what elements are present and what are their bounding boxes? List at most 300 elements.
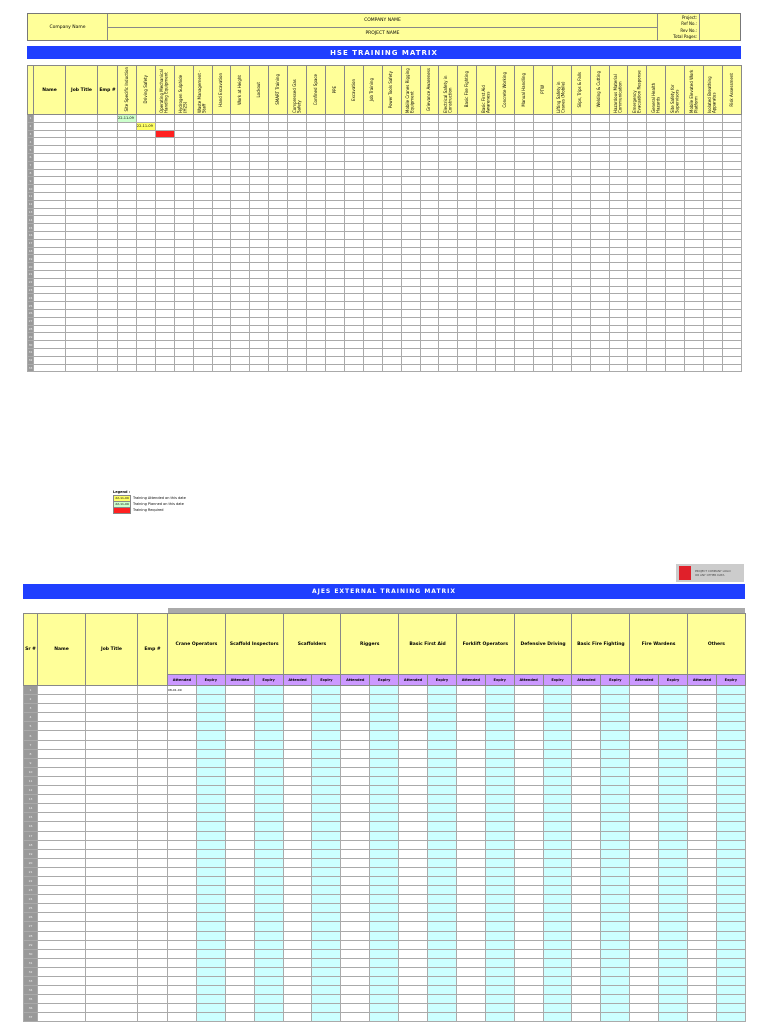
attended-cell[interactable] xyxy=(630,786,659,795)
training-cell[interactable] xyxy=(420,294,439,302)
training-cell[interactable] xyxy=(666,286,685,294)
training-cell[interactable] xyxy=(571,200,590,208)
training-cell[interactable] xyxy=(496,278,515,286)
expiry-cell[interactable] xyxy=(485,840,514,849)
training-cell[interactable] xyxy=(628,309,647,317)
table-cell[interactable] xyxy=(98,333,118,341)
training-cell[interactable] xyxy=(401,317,420,325)
training-cell[interactable] xyxy=(307,122,326,130)
attended-cell[interactable] xyxy=(572,867,601,876)
training-cell[interactable] xyxy=(666,255,685,263)
expiry-cell[interactable] xyxy=(196,695,225,704)
training-cell[interactable] xyxy=(269,130,288,138)
training-cell[interactable] xyxy=(269,302,288,310)
attended-cell[interactable] xyxy=(341,786,370,795)
training-cell[interactable] xyxy=(193,239,212,247)
training-cell[interactable] xyxy=(647,239,666,247)
expiry-cell[interactable] xyxy=(312,731,341,740)
training-cell[interactable] xyxy=(496,138,515,146)
attended-cell[interactable] xyxy=(283,858,312,867)
training-cell[interactable] xyxy=(212,239,231,247)
training-cell[interactable] xyxy=(118,333,137,341)
training-cell[interactable] xyxy=(704,309,723,317)
training-cell[interactable] xyxy=(307,302,326,310)
training-cell[interactable] xyxy=(344,146,363,154)
training-cell[interactable] xyxy=(401,177,420,185)
expiry-cell[interactable] xyxy=(543,958,572,967)
training-cell[interactable] xyxy=(685,200,704,208)
expiry-cell[interactable] xyxy=(601,940,630,949)
training-cell[interactable] xyxy=(231,341,250,349)
attended-cell[interactable] xyxy=(283,731,312,740)
training-cell[interactable] xyxy=(174,309,193,317)
attended-cell[interactable] xyxy=(283,995,312,1004)
attended-cell[interactable] xyxy=(283,713,312,722)
expiry-cell[interactable] xyxy=(659,822,688,831)
attended-cell[interactable] xyxy=(283,758,312,767)
training-cell[interactable] xyxy=(496,192,515,200)
training-cell[interactable] xyxy=(723,200,742,208)
training-cell[interactable] xyxy=(231,138,250,146)
training-cell[interactable] xyxy=(515,255,534,263)
training-cell[interactable] xyxy=(458,278,477,286)
training-cell[interactable] xyxy=(288,161,307,169)
expiry-cell[interactable] xyxy=(254,740,283,749)
training-cell[interactable] xyxy=(118,364,137,372)
expiry-cell[interactable] xyxy=(716,704,745,713)
expiry-cell[interactable] xyxy=(716,776,745,785)
training-cell[interactable] xyxy=(307,130,326,138)
training-cell[interactable] xyxy=(704,286,723,294)
training-cell[interactable] xyxy=(231,247,250,255)
attended-cell[interactable] xyxy=(630,886,659,895)
training-cell[interactable] xyxy=(685,263,704,271)
training-cell[interactable] xyxy=(439,153,458,161)
training-cell[interactable] xyxy=(496,294,515,302)
training-cell[interactable] xyxy=(401,356,420,364)
training-cell[interactable] xyxy=(723,286,742,294)
training-cell[interactable] xyxy=(571,325,590,333)
attended-cell[interactable] xyxy=(168,695,197,704)
table-cell[interactable] xyxy=(98,348,118,356)
expiry-cell[interactable] xyxy=(485,986,514,995)
table-cell[interactable] xyxy=(66,200,98,208)
expiry-cell[interactable] xyxy=(543,967,572,976)
training-cell[interactable] xyxy=(269,270,288,278)
expiry-cell[interactable] xyxy=(543,722,572,731)
attended-cell[interactable] xyxy=(572,822,601,831)
training-cell[interactable] xyxy=(571,348,590,356)
training-cell[interactable] xyxy=(401,309,420,317)
expiry-cell[interactable] xyxy=(485,804,514,813)
training-cell[interactable]: 22-11-09 xyxy=(136,122,155,130)
training-cell[interactable] xyxy=(118,270,137,278)
training-cell[interactable] xyxy=(571,364,590,372)
training-cell[interactable] xyxy=(685,348,704,356)
attended-cell[interactable] xyxy=(283,795,312,804)
training-cell[interactable] xyxy=(439,115,458,123)
attended-cell[interactable] xyxy=(630,840,659,849)
table-cell[interactable] xyxy=(138,1004,168,1013)
training-cell[interactable] xyxy=(609,200,628,208)
training-cell[interactable] xyxy=(193,270,212,278)
training-cell[interactable] xyxy=(174,270,193,278)
training-cell[interactable] xyxy=(269,263,288,271)
table-cell[interactable] xyxy=(138,995,168,1004)
training-cell[interactable] xyxy=(269,255,288,263)
training-cell[interactable] xyxy=(704,231,723,239)
expiry-cell[interactable] xyxy=(485,695,514,704)
training-cell[interactable] xyxy=(420,278,439,286)
expiry-cell[interactable] xyxy=(428,904,457,913)
expiry-cell[interactable] xyxy=(601,749,630,758)
training-cell[interactable] xyxy=(174,239,193,247)
training-cell[interactable] xyxy=(136,270,155,278)
training-cell[interactable] xyxy=(307,309,326,317)
expiry-cell[interactable] xyxy=(601,831,630,840)
expiry-cell[interactable] xyxy=(428,813,457,822)
training-cell[interactable] xyxy=(307,115,326,123)
expiry-cell[interactable] xyxy=(428,986,457,995)
table-cell[interactable] xyxy=(98,302,118,310)
training-cell[interactable] xyxy=(288,263,307,271)
training-cell[interactable] xyxy=(666,153,685,161)
expiry-cell[interactable] xyxy=(716,731,745,740)
attended-cell[interactable] xyxy=(225,977,254,986)
expiry-cell[interactable] xyxy=(716,986,745,995)
expiry-cell[interactable] xyxy=(370,686,399,695)
expiry-cell[interactable] xyxy=(312,995,341,1004)
training-cell[interactable] xyxy=(647,263,666,271)
training-cell[interactable] xyxy=(515,278,534,286)
training-cell[interactable] xyxy=(571,333,590,341)
training-cell[interactable] xyxy=(552,208,571,216)
expiry-cell[interactable] xyxy=(543,849,572,858)
training-cell[interactable] xyxy=(118,169,137,177)
training-cell[interactable] xyxy=(155,231,174,239)
training-cell[interactable] xyxy=(458,122,477,130)
training-cell[interactable] xyxy=(382,348,401,356)
expiry-cell[interactable] xyxy=(428,913,457,922)
attended-cell[interactable] xyxy=(283,695,312,704)
training-cell[interactable] xyxy=(552,317,571,325)
attended-cell[interactable] xyxy=(514,767,543,776)
training-cell[interactable] xyxy=(344,263,363,271)
expiry-cell[interactable] xyxy=(659,686,688,695)
training-cell[interactable] xyxy=(685,216,704,224)
training-cell[interactable] xyxy=(609,122,628,130)
attended-cell[interactable] xyxy=(456,749,485,758)
training-cell[interactable] xyxy=(363,239,382,247)
training-cell[interactable] xyxy=(363,247,382,255)
training-cell[interactable] xyxy=(325,130,344,138)
training-cell[interactable] xyxy=(269,239,288,247)
table-cell[interactable] xyxy=(86,977,138,986)
expiry-cell[interactable] xyxy=(254,849,283,858)
expiry-cell[interactable] xyxy=(428,795,457,804)
training-cell[interactable] xyxy=(136,263,155,271)
training-cell[interactable] xyxy=(477,325,496,333)
training-cell[interactable] xyxy=(307,138,326,146)
training-cell[interactable] xyxy=(477,200,496,208)
training-cell[interactable] xyxy=(212,286,231,294)
training-cell[interactable] xyxy=(325,185,344,193)
training-cell[interactable] xyxy=(325,270,344,278)
attended-cell[interactable] xyxy=(399,904,428,913)
training-cell[interactable] xyxy=(590,115,609,123)
training-cell[interactable] xyxy=(174,161,193,169)
training-cell[interactable] xyxy=(363,356,382,364)
table-cell[interactable] xyxy=(66,364,98,372)
training-cell[interactable] xyxy=(723,255,742,263)
training-cell[interactable] xyxy=(288,286,307,294)
expiry-cell[interactable] xyxy=(196,849,225,858)
training-cell[interactable] xyxy=(647,192,666,200)
table-cell[interactable] xyxy=(38,913,86,922)
training-cell[interactable] xyxy=(193,138,212,146)
expiry-cell[interactable] xyxy=(485,749,514,758)
training-cell[interactable] xyxy=(344,278,363,286)
training-cell[interactable] xyxy=(325,294,344,302)
training-cell[interactable] xyxy=(533,364,552,372)
training-cell[interactable] xyxy=(439,161,458,169)
training-cell[interactable] xyxy=(515,309,534,317)
training-cell[interactable] xyxy=(193,115,212,123)
training-cell[interactable] xyxy=(647,325,666,333)
training-cell[interactable] xyxy=(250,115,269,123)
training-cell[interactable] xyxy=(420,153,439,161)
attended-cell[interactable] xyxy=(168,1004,197,1013)
expiry-cell[interactable] xyxy=(716,767,745,776)
attended-cell[interactable] xyxy=(225,995,254,1004)
attended-cell[interactable] xyxy=(688,1013,717,1022)
training-cell[interactable] xyxy=(155,317,174,325)
training-cell[interactable] xyxy=(401,224,420,232)
attended-cell[interactable] xyxy=(225,876,254,885)
training-cell[interactable] xyxy=(325,224,344,232)
table-cell[interactable] xyxy=(138,822,168,831)
training-cell[interactable] xyxy=(174,294,193,302)
attended-cell[interactable] xyxy=(341,867,370,876)
training-cell[interactable] xyxy=(704,169,723,177)
attended-cell[interactable] xyxy=(514,822,543,831)
attended-cell[interactable] xyxy=(630,731,659,740)
training-cell[interactable] xyxy=(685,309,704,317)
attended-cell[interactable] xyxy=(630,822,659,831)
expiry-cell[interactable] xyxy=(485,740,514,749)
attended-cell[interactable] xyxy=(341,749,370,758)
table-cell[interactable] xyxy=(34,224,66,232)
training-cell[interactable] xyxy=(118,192,137,200)
training-cell[interactable] xyxy=(533,317,552,325)
training-cell[interactable] xyxy=(250,348,269,356)
attended-cell[interactable] xyxy=(630,704,659,713)
training-cell[interactable] xyxy=(590,278,609,286)
table-cell[interactable] xyxy=(66,278,98,286)
expiry-cell[interactable] xyxy=(485,940,514,949)
expiry-cell[interactable] xyxy=(254,731,283,740)
training-cell[interactable] xyxy=(193,309,212,317)
training-cell[interactable] xyxy=(269,309,288,317)
training-cell[interactable] xyxy=(363,200,382,208)
training-cell[interactable] xyxy=(250,200,269,208)
expiry-cell[interactable] xyxy=(196,722,225,731)
training-cell[interactable] xyxy=(496,115,515,123)
table-cell[interactable] xyxy=(66,208,98,216)
training-cell[interactable] xyxy=(231,325,250,333)
attended-cell[interactable] xyxy=(399,922,428,931)
attended-cell[interactable] xyxy=(225,776,254,785)
training-cell[interactable] xyxy=(136,161,155,169)
training-cell[interactable] xyxy=(136,153,155,161)
expiry-cell[interactable] xyxy=(370,740,399,749)
expiry-cell[interactable] xyxy=(196,931,225,940)
training-cell[interactable] xyxy=(571,115,590,123)
training-cell[interactable] xyxy=(325,122,344,130)
training-cell[interactable] xyxy=(477,247,496,255)
training-cell[interactable] xyxy=(212,309,231,317)
table-cell[interactable] xyxy=(34,200,66,208)
table-cell[interactable] xyxy=(138,686,168,695)
expiry-cell[interactable] xyxy=(716,895,745,904)
attended-cell[interactable] xyxy=(225,967,254,976)
training-cell[interactable] xyxy=(628,317,647,325)
expiry-cell[interactable] xyxy=(254,749,283,758)
expiry-cell[interactable] xyxy=(485,767,514,776)
attended-cell[interactable] xyxy=(341,977,370,986)
attended-cell[interactable] xyxy=(399,713,428,722)
training-cell[interactable] xyxy=(647,146,666,154)
table-cell[interactable] xyxy=(34,231,66,239)
training-cell[interactable] xyxy=(136,200,155,208)
expiry-cell[interactable] xyxy=(659,922,688,931)
table-cell[interactable] xyxy=(98,138,118,146)
training-cell[interactable] xyxy=(401,270,420,278)
attended-cell[interactable] xyxy=(225,913,254,922)
attended-cell[interactable] xyxy=(168,713,197,722)
training-cell[interactable] xyxy=(647,216,666,224)
expiry-cell[interactable] xyxy=(485,886,514,895)
expiry-cell[interactable] xyxy=(428,886,457,895)
training-cell[interactable] xyxy=(552,192,571,200)
training-cell[interactable] xyxy=(212,169,231,177)
training-cell[interactable] xyxy=(250,138,269,146)
training-cell[interactable] xyxy=(647,286,666,294)
attended-cell[interactable] xyxy=(456,831,485,840)
table-cell[interactable] xyxy=(138,958,168,967)
training-cell[interactable] xyxy=(704,348,723,356)
training-cell[interactable] xyxy=(269,356,288,364)
training-cell[interactable] xyxy=(647,185,666,193)
training-cell[interactable] xyxy=(477,216,496,224)
training-cell[interactable] xyxy=(496,348,515,356)
training-cell[interactable] xyxy=(401,153,420,161)
expiry-cell[interactable] xyxy=(254,977,283,986)
expiry-cell[interactable] xyxy=(370,895,399,904)
training-cell[interactable] xyxy=(704,325,723,333)
training-cell[interactable] xyxy=(515,200,534,208)
expiry-cell[interactable] xyxy=(370,758,399,767)
training-cell[interactable] xyxy=(250,325,269,333)
expiry-cell[interactable] xyxy=(659,849,688,858)
expiry-cell[interactable] xyxy=(543,949,572,958)
training-cell[interactable] xyxy=(307,333,326,341)
expiry-cell[interactable] xyxy=(312,695,341,704)
attended-cell[interactable] xyxy=(514,867,543,876)
table-cell[interactable] xyxy=(34,317,66,325)
expiry-cell[interactable] xyxy=(601,895,630,904)
training-cell[interactable] xyxy=(439,348,458,356)
training-cell[interactable] xyxy=(439,239,458,247)
training-cell[interactable] xyxy=(533,333,552,341)
expiry-cell[interactable] xyxy=(716,758,745,767)
training-cell[interactable] xyxy=(458,115,477,123)
attended-cell[interactable] xyxy=(399,840,428,849)
training-cell[interactable] xyxy=(288,333,307,341)
training-cell[interactable] xyxy=(515,224,534,232)
training-cell[interactable] xyxy=(155,255,174,263)
training-cell[interactable] xyxy=(628,169,647,177)
expiry-cell[interactable] xyxy=(196,913,225,922)
expiry-cell[interactable] xyxy=(428,876,457,885)
expiry-cell[interactable] xyxy=(428,840,457,849)
attended-cell[interactable] xyxy=(399,949,428,958)
training-cell[interactable] xyxy=(250,270,269,278)
training-cell[interactable] xyxy=(666,208,685,216)
training-cell[interactable] xyxy=(193,247,212,255)
training-cell[interactable] xyxy=(666,200,685,208)
training-cell[interactable] xyxy=(136,138,155,146)
table-cell[interactable] xyxy=(66,325,98,333)
attended-cell[interactable] xyxy=(688,740,717,749)
training-cell[interactable] xyxy=(155,200,174,208)
training-cell[interactable] xyxy=(515,192,534,200)
table-cell[interactable] xyxy=(66,341,98,349)
training-cell[interactable] xyxy=(155,294,174,302)
training-cell[interactable] xyxy=(344,286,363,294)
table-cell[interactable] xyxy=(38,713,86,722)
attended-cell[interactable] xyxy=(514,949,543,958)
training-cell[interactable] xyxy=(288,115,307,123)
training-cell[interactable] xyxy=(420,309,439,317)
training-cell[interactable] xyxy=(212,364,231,372)
training-cell[interactable] xyxy=(496,341,515,349)
attended-cell[interactable] xyxy=(688,686,717,695)
expiry-cell[interactable] xyxy=(659,967,688,976)
training-cell[interactable] xyxy=(155,177,174,185)
attended-cell[interactable] xyxy=(341,1004,370,1013)
training-cell[interactable] xyxy=(590,216,609,224)
training-cell[interactable] xyxy=(647,122,666,130)
training-cell[interactable] xyxy=(155,153,174,161)
attended-cell[interactable] xyxy=(688,822,717,831)
expiry-cell[interactable] xyxy=(370,731,399,740)
training-cell[interactable] xyxy=(193,200,212,208)
attended-cell[interactable] xyxy=(514,740,543,749)
training-cell[interactable] xyxy=(647,317,666,325)
training-cell[interactable] xyxy=(174,247,193,255)
table-cell[interactable] xyxy=(138,704,168,713)
attended-cell[interactable] xyxy=(225,795,254,804)
table-cell[interactable] xyxy=(86,886,138,895)
attended-cell[interactable] xyxy=(630,949,659,958)
training-cell[interactable] xyxy=(344,138,363,146)
training-cell[interactable] xyxy=(118,317,137,325)
expiry-cell[interactable] xyxy=(428,731,457,740)
attended-cell[interactable] xyxy=(514,1013,543,1022)
training-cell[interactable] xyxy=(496,364,515,372)
training-cell[interactable] xyxy=(269,216,288,224)
